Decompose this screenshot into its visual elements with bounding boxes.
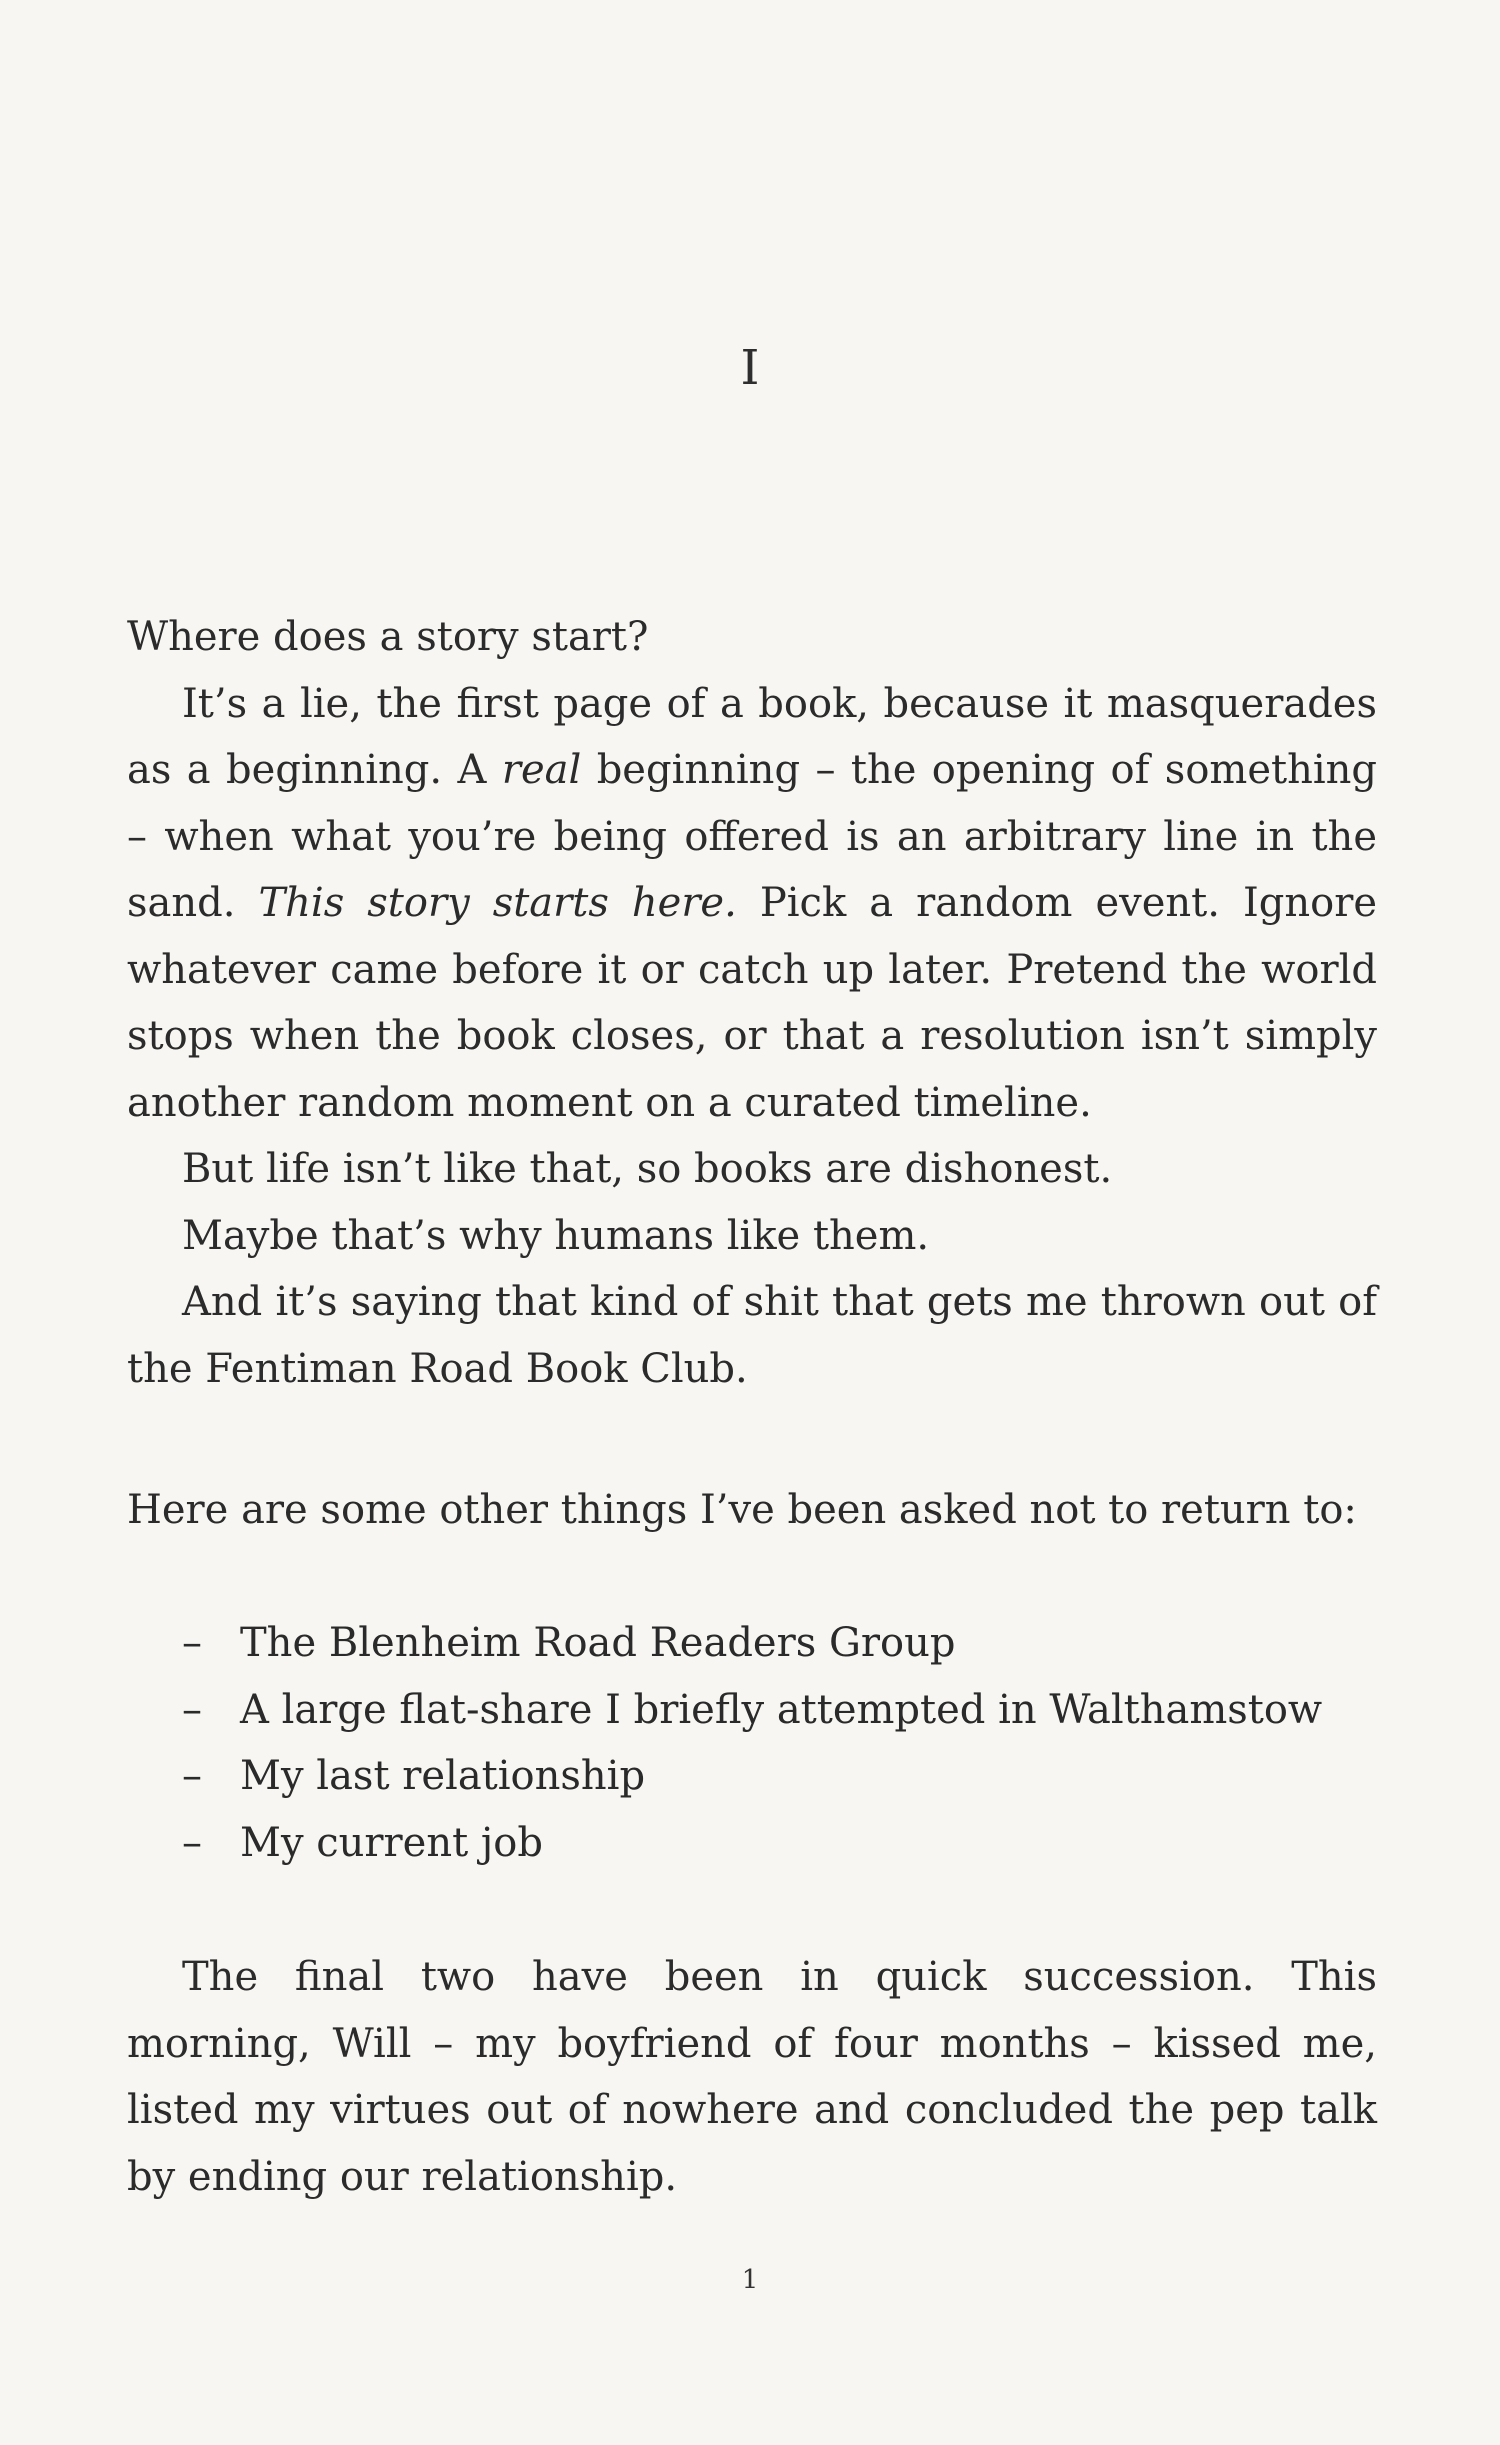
list-item [127,1810,1377,1877]
dash-bullet: – [182,1819,202,1866]
intro-section [127,604,1377,1402]
emphasis-real: real [501,747,582,793]
paragraph-4: Maybe that’s why humans like them. [182,1212,930,1259]
emphasis-story-starts-here: This story starts here. [258,880,737,926]
paragraph-5: And it’s saying that kind of shit that gets me thrown out of the Fentiman Road Book Club. [127,1279,1377,1392]
list-item-text: My last relationship [240,1753,646,1799]
dash-bullet: – [182,1686,202,1733]
other-things-heading-text: Here are some other things I’ve been asked not to return to: [127,1487,1357,1533]
list-item-text: A large flat-share I briefly attempted in Walthamstow [240,1686,1323,1733]
dash-bullet: – [182,1620,202,1666]
paragraph-2-part-c: Pick a random event. Ignore whatever came before it or catch up later. Pretend the world stops when the book closes, or that a resolution isn’t simply another random moment on a curated timeline. [127,880,1378,1126]
list-item [127,1743,1377,1810]
list-item [127,1677,1377,1744]
paragraph-2-part-a: It’s a lie, the first page of a book, because it masquerades as a beginning. A [127,680,1377,793]
chapter-number: I [740,340,760,396]
list-item-text: The Blenheim Road Readers Group [240,1620,956,1666]
dash-bullet: – [182,1753,202,1799]
paragraph-2-part-b: beginning – the opening of something – when what you’re being offered is an arbitrary line in the sand. [127,747,1378,926]
paragraph-3: But life isn’t like that, so books are dishonest. [182,1146,1113,1192]
list-item-text: My current job [240,1819,543,1866]
paragraph-1: Where does a story start? [127,614,649,660]
final-section [127,1944,1377,2210]
final-paragraph: The final two have been in quick succession. This morning, Will – my boyfriend of four months – kissed me, listed my virtues out of nowhere and concluded the pep talk by ending our relationship. [127,1954,1377,2200]
other-things-list [127,1610,1377,1876]
list-item [127,1610,1377,1677]
other-things-heading [127,1477,1377,1544]
paragraph-2 [127,671,1377,1137]
page-number: 1 [741,2265,759,2295]
